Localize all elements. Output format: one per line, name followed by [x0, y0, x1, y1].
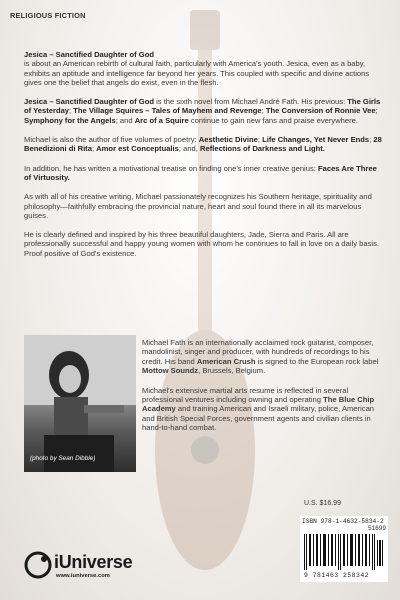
- description-paragraph: He is clearly defined and inspired by his three beautiful daughters, Jade, Sierra and Paris. All are professionally successful and happy young women with whom he continues to fall in love on a daily basis. Proof positive of God's existence.: [24, 230, 379, 258]
- isbn-number: ISBN 978-1-4632-5834-2: [302, 518, 384, 525]
- photo-credit: (photo by Sean Dibble): [30, 455, 96, 462]
- description-paragraph: As with all of his creative writing, Michael passionately recognizes his Southern heritage, spirituality and philosophy—faithfully embracing the provincial nature, heart and soul found there in all its marvelous guises.: [24, 192, 372, 220]
- publisher-url: www.iuniverse.com: [56, 573, 110, 579]
- book-description: [24, 50, 384, 268]
- price-label: U.S. $16.99: [304, 500, 341, 507]
- ean-number: 9 781463 258342: [304, 572, 370, 579]
- bio-paragraph: Michael Fath is an internationally acclaimed rock guitarist, composer, mandolinist, singer and producer, with hundreds of recordings to his credit. His band American Crush is signed to the European rock label Mottow Soundz, Brussels, Belgium.: [142, 338, 379, 376]
- description-paragraph: In addition, he has written a motivational treatise on finding one's inner creative genius: Faces Are Three of Virtuosity.: [24, 163, 377, 182]
- author-photo-illustration: [24, 335, 136, 472]
- publisher-mark-icon: [24, 551, 52, 579]
- bio-paragraph: Michael's extensive martial arts resume is reflected in several professional ventures including owning and operating The Blue Chip Academy and training American and Israeli military, police, American and British Special Forces, government agents and civilian clients in hand-to-hand combat.: [142, 385, 375, 433]
- author-photo: [24, 335, 136, 472]
- isbn-barcode: [300, 516, 388, 582]
- bio-text: [142, 338, 384, 443]
- description-paragraph: Jesica – Sanctified Daughter of God is the sixth novel from Michael André Fath. His previous: The Girls of Yesterday; The Village Squires – Tales of Mayhem and Revenge; The Conversion of Ronnie Vee; Symphony for the Angels; and Arc of a Squire continue to gain new fans and praise everywhere.: [24, 97, 381, 125]
- description-paragraph: Michael is also the author of five volumes of poetry: Aesthetic Divine; Life Changes, Yet Never Ends; 28 Benedizioni di Rita; Amor est Conceptualis; and, Reflections of Darkness and Light.: [24, 135, 382, 154]
- genre-label: RELIGIOUS FICTION: [10, 11, 86, 20]
- publisher-logo: [24, 549, 144, 585]
- publisher-name: iUniverse: [54, 552, 133, 572]
- price-addon-code: 51699: [367, 525, 386, 532]
- barcode-bars: [304, 534, 384, 570]
- description-paragraph: Jesica – Sanctified Daughter of God is about an American rebirth of cultural faith, particularly with America's youth. Jesica, even as a baby, exhibits an aptitude and intelligence far beyond her years. This coupled with specific and divine actions gives one the belief that angels do exist, even in the flesh.: [24, 50, 370, 87]
- book-title: Jesica – Sanctified Daughter of God: [24, 50, 154, 59]
